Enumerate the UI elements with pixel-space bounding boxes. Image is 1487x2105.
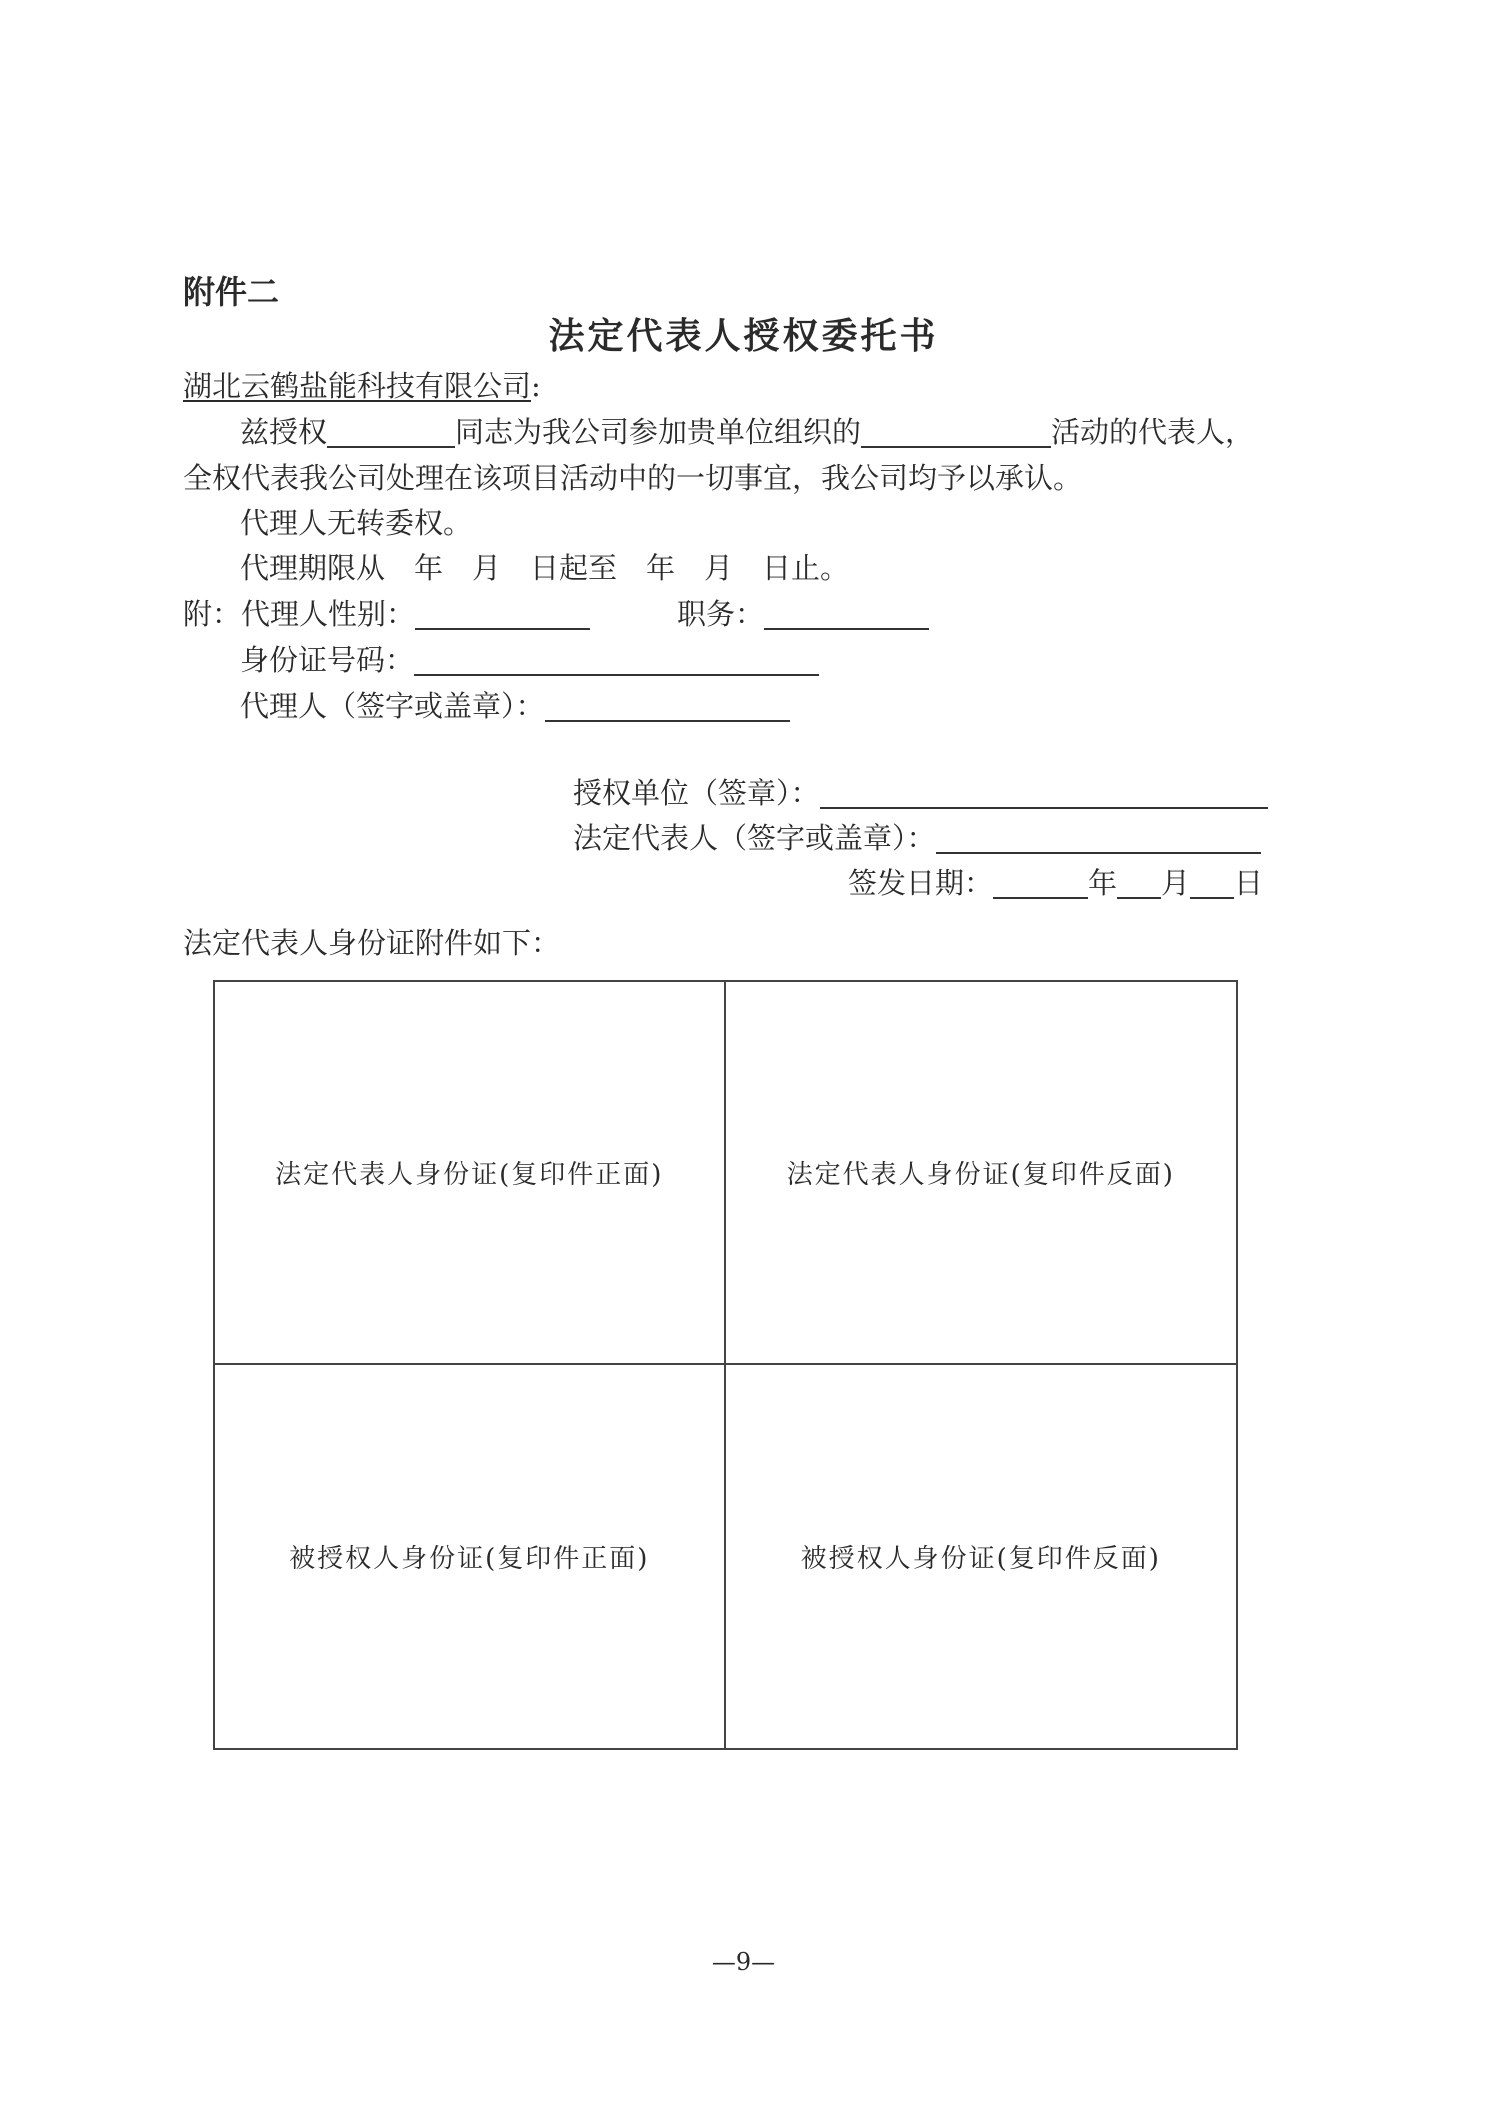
document-title: 法定代表人授权委托书 bbox=[548, 315, 939, 357]
authorizing-unit-line bbox=[573, 775, 1268, 811]
position-line bbox=[677, 596, 929, 632]
authorizing-unit-label: 授权单位（签章）： bbox=[573, 776, 820, 810]
authorization-paragraph bbox=[240, 414, 1254, 450]
para1-mid: 同志为我公司参加贵单位组织的 bbox=[455, 415, 862, 449]
addressee-colon: : bbox=[531, 369, 541, 403]
authorization-paragraph-cont: 全权代表我公司处理在该项目活动中的一切事宜，我公司均予以承认。 bbox=[183, 461, 1083, 495]
id-number-label: 身份证号码： bbox=[240, 643, 415, 677]
attach-prefix: 附： bbox=[183, 597, 242, 631]
addressee-line bbox=[183, 368, 541, 404]
legal-rep-sign-blank[interactable] bbox=[936, 824, 1261, 854]
authorizing-unit-blank[interactable] bbox=[820, 779, 1268, 809]
agent-id-back-label: 被授权人身份证(复印件反面) bbox=[800, 1544, 1161, 1574]
issue-month-unit: 月 bbox=[1161, 866, 1191, 900]
page-number: —9— bbox=[711, 1948, 776, 1976]
legal-rep-sign-line bbox=[573, 820, 1261, 856]
para1-pre: 兹授权 bbox=[240, 415, 328, 449]
id-attachment-note: 法定代表人身份证附件如下： bbox=[183, 926, 561, 960]
agent-id-front-label: 被授权人身份证(复印件正面) bbox=[289, 1544, 650, 1574]
para1-post: 活动的代表人， bbox=[1051, 415, 1255, 449]
legal-rep-id-back-box bbox=[726, 982, 1237, 1365]
id-number-line bbox=[240, 642, 819, 678]
legal-rep-id-front-box bbox=[215, 982, 726, 1365]
legal-rep-id-back-label: 法定代表人身份证(复印件反面) bbox=[786, 1160, 1175, 1190]
issue-date-line bbox=[848, 865, 1263, 901]
position-label: 职务： bbox=[677, 597, 765, 631]
issue-date-label: 签发日期： bbox=[848, 866, 994, 900]
issue-day-unit: 日 bbox=[1234, 866, 1264, 900]
attachment-label: 附件二 bbox=[183, 273, 280, 311]
agent-sign-label: 代理人（签字或盖章）： bbox=[240, 689, 545, 723]
id-copy-grid bbox=[213, 980, 1238, 1750]
legal-rep-sign-label: 法定代表人（签字或盖章）： bbox=[573, 821, 936, 855]
issue-year-blank[interactable] bbox=[993, 869, 1088, 899]
issue-year-unit: 年 bbox=[1088, 866, 1118, 900]
agent-name-blank[interactable] bbox=[327, 418, 455, 448]
agent-id-back-box bbox=[726, 1365, 1237, 1748]
activity-blank[interactable] bbox=[861, 418, 1051, 448]
agent-sign-line bbox=[240, 688, 790, 724]
issue-day-blank[interactable] bbox=[1190, 869, 1234, 899]
addressee-company: 湖北云鹤盐能科技有限公司 bbox=[183, 369, 532, 403]
id-number-blank[interactable] bbox=[414, 646, 819, 676]
gender-blank[interactable] bbox=[415, 600, 590, 630]
issue-month-blank[interactable] bbox=[1117, 869, 1161, 899]
no-sub-delegation: 代理人无转委权。 bbox=[240, 506, 473, 540]
agent-gender-line bbox=[183, 596, 590, 632]
agent-sign-blank[interactable] bbox=[545, 692, 790, 722]
agent-id-front-box bbox=[215, 1365, 726, 1748]
agency-period: 代理期限从 年 月 日起至 年 月 日止。 bbox=[240, 551, 850, 585]
position-blank[interactable] bbox=[764, 600, 929, 630]
gender-label: 代理人性别： bbox=[241, 597, 416, 631]
legal-rep-id-front-label: 法定代表人身份证(复印件正面) bbox=[275, 1160, 664, 1190]
